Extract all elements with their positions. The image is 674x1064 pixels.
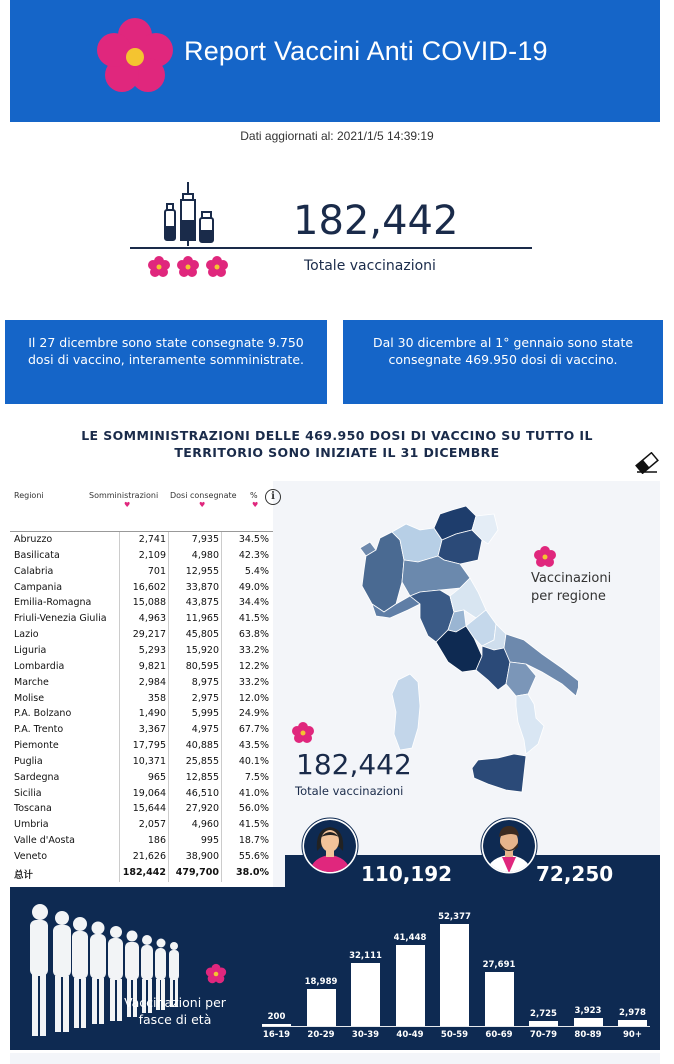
table-row[interactable] (12, 802, 272, 818)
table-row[interactable] (12, 818, 272, 834)
bar-value-label: 32,111 (349, 951, 382, 962)
section-headline: LE SOMMINISTRAZIONI DELLE 469.950 DOSI DI VACCINO SU TUTTO IL TERRITORIO SONO INIZIATE IL 31 DICEMBRE (81, 428, 593, 460)
percent-cell: 41.0% (238, 787, 269, 799)
three-flowers-icon (146, 254, 230, 280)
delivered-cell: 4,975 (191, 724, 219, 736)
bar-40-49[interactable] (396, 945, 425, 1026)
table-row[interactable] (12, 834, 272, 850)
age-chart-label: Vaccinazioni per fasce di età (124, 995, 226, 1027)
table-total-row[interactable] (12, 866, 272, 882)
flower-icon (532, 544, 558, 570)
info-box-dec30: Dal 30 dicembre al 1° gennaio sono state consegnate 469.950 dosi di vaccino. (343, 320, 663, 404)
percent-cell: 33.2% (238, 676, 269, 688)
divider (130, 247, 532, 249)
sort-marker-icon[interactable]: ♥ (199, 501, 206, 509)
administered-cell: 9,821 (138, 660, 166, 672)
region-name-cell: Umbria (14, 819, 49, 831)
administered-cell: 2,984 (138, 676, 166, 688)
map-total-value: 182,442 (296, 748, 412, 781)
percent-cell: 12.2% (238, 660, 269, 672)
administered-cell: 4,963 (138, 613, 166, 625)
category-label: 40-49 (396, 1030, 424, 1040)
delivered-cell: 479,700 (175, 866, 219, 878)
administered-cell: 358 (147, 692, 166, 704)
delivered-cell: 8,975 (191, 676, 219, 688)
administered-cell: 5,293 (138, 644, 166, 656)
female-vaccinations-value: 110,192 (361, 862, 453, 886)
delivered-cell: 995 (200, 835, 219, 847)
col-header-dosi[interactable]: Dosi consegnate (170, 491, 237, 500)
region-sardegna (392, 674, 420, 750)
administered-cell: 2,109 (138, 549, 166, 561)
bar-16-19[interactable] (262, 1024, 291, 1026)
total-vaccinations-value: 182,442 (293, 198, 459, 244)
region-name-cell: 总计 (14, 869, 34, 881)
table-row[interactable] (12, 771, 272, 787)
footer-strip (10, 1053, 660, 1064)
administered-cell: 21,626 (132, 851, 166, 862)
map-label-text: Vaccinazioni per regione (531, 571, 612, 604)
region-name-cell: Puglia (14, 755, 43, 767)
bar-80-89[interactable] (574, 1018, 603, 1026)
percent-cell: 49.0% (238, 581, 269, 593)
bar-50-59[interactable] (440, 924, 469, 1026)
region-name-cell: Marche (14, 676, 49, 688)
administered-cell: 10,371 (132, 755, 166, 767)
percent-cell: 5.4% (244, 565, 269, 577)
region-name-cell: Basilicata (14, 549, 60, 561)
map-total-label: Totale vaccinazioni (295, 784, 404, 798)
administered-cell: 2,057 (138, 819, 166, 831)
bar-value-label: 200 (267, 1012, 286, 1022)
female-avatar-icon (301, 817, 359, 875)
flower-icon (290, 720, 316, 746)
col-header-somministrazioni[interactable]: Somministrazioni (89, 491, 159, 500)
administered-cell: 15,644 (132, 803, 166, 815)
percent-cell: 40.1% (238, 755, 269, 767)
report-header (10, 0, 660, 122)
table-row[interactable] (12, 707, 272, 723)
percent-cell: 55.6% (238, 851, 269, 862)
table-row[interactable] (12, 692, 272, 708)
update-timestamp: Dati aggiornati al: 2021/1/5 14:39:19 (240, 129, 434, 143)
percent-cell: 67.7% (238, 724, 269, 736)
category-label: 30-39 (351, 1030, 380, 1040)
male-avatar-icon (480, 817, 538, 875)
region-name-cell: Toscana (14, 803, 52, 815)
bar-value-label: 2,725 (530, 1008, 557, 1019)
percent-cell: 38.0% (236, 866, 269, 878)
info-box-dec27: Il 27 dicembre sono state consegnate 9.750 dosi di vaccino, interamente somministrate. (5, 320, 327, 404)
delivered-cell: 4,960 (191, 819, 219, 831)
delivered-cell: 80,595 (185, 660, 219, 672)
delivered-cell: 45,805 (185, 629, 219, 641)
administered-cell: 2,741 (138, 534, 166, 545)
delivered-cell: 2,975 (191, 692, 219, 704)
region-sicilia (472, 754, 526, 792)
region-name-cell: Lombardia (14, 660, 65, 672)
percent-cell: 41.5% (238, 613, 269, 625)
delivered-cell: 11,965 (185, 613, 219, 625)
region-name-cell: Piemonte (14, 740, 59, 752)
chart-axis (262, 1026, 650, 1027)
table-row[interactable] (12, 723, 272, 739)
percent-cell: 7.5% (244, 771, 269, 783)
bar-value-label: 41,448 (393, 933, 427, 944)
bar-value-label: 52,377 (438, 912, 471, 922)
region-name-cell: Lazio (14, 629, 39, 641)
region-name-cell: Abruzzo (14, 534, 53, 545)
percent-cell: 42.3% (238, 549, 269, 561)
delivered-cell: 12,955 (185, 565, 219, 577)
bar-30-39[interactable] (351, 963, 380, 1026)
percent-cell: 12.0% (238, 692, 269, 704)
region-name-cell: Liguria (14, 644, 47, 656)
delivered-cell: 25,855 (185, 755, 219, 767)
region-name-cell: Molise (14, 692, 45, 704)
region-name-cell: Emilia-Romagna (14, 597, 92, 609)
table-row[interactable] (12, 596, 272, 612)
region-name-cell: Campania (14, 581, 63, 593)
administered-cell: 182,442 (122, 866, 166, 878)
percent-cell: 34.5% (238, 534, 269, 545)
delivered-cell: 12,855 (185, 771, 219, 783)
bar-60-69[interactable] (485, 972, 514, 1026)
bar-value-label: 2,978 (619, 1008, 646, 1019)
bar-90+[interactable] (618, 1020, 647, 1026)
eraser-icon[interactable] (634, 452, 660, 474)
administered-cell: 1,490 (138, 708, 166, 720)
table-row[interactable] (12, 581, 272, 597)
delivered-cell: 5,995 (191, 708, 219, 720)
percent-cell: 56.0% (238, 803, 269, 815)
region-name-cell: Sicilia (14, 787, 42, 799)
administered-cell: 3,367 (138, 724, 166, 736)
info-icon[interactable]: i (265, 489, 281, 505)
bar-value-label: 3,923 (574, 1006, 602, 1017)
delivered-cell: 40,885 (185, 740, 219, 752)
col-header-regioni[interactable]: Regioni (14, 491, 44, 500)
category-label: 90+ (623, 1030, 642, 1040)
table-row[interactable] (12, 628, 272, 644)
administered-cell: 15,088 (132, 597, 166, 609)
percent-cell: 34.4% (238, 597, 269, 609)
delivered-cell: 38,900 (185, 851, 219, 862)
region-name-cell: P.A. Bolzano (14, 708, 72, 720)
delivered-cell: 33,870 (185, 581, 219, 593)
percent-cell: 24.9% (238, 708, 269, 720)
table-row[interactable] (12, 755, 272, 771)
delivered-cell: 7,935 (191, 534, 219, 545)
male-vaccinations-value: 72,250 (536, 862, 614, 886)
flower-logo-icon (90, 12, 180, 102)
administered-cell: 965 (147, 771, 166, 783)
total-vaccinations-label: Totale vaccinazioni (304, 258, 436, 274)
administered-cell: 19,064 (132, 787, 166, 799)
region-name-cell: Sardegna (14, 771, 60, 783)
category-label: 80-89 (574, 1030, 602, 1040)
map-label (531, 570, 621, 606)
sort-marker-icon[interactable]: ♥ (124, 501, 131, 509)
administered-cell: 17,795 (132, 740, 166, 752)
table-divider (10, 531, 273, 532)
bar-70-79[interactable] (529, 1021, 558, 1026)
region-name-cell: Friuli-Venezia Giulia (14, 613, 107, 625)
delivered-cell: 43,875 (185, 597, 219, 609)
table-row[interactable] (12, 676, 272, 692)
bar-value-label: 27,691 (482, 960, 516, 971)
administered-cell: 701 (147, 565, 166, 577)
percent-cell: 63.8% (238, 629, 269, 641)
bar-20-29[interactable] (307, 989, 336, 1026)
page-title: Report Vaccini Anti COVID-19 (184, 36, 548, 66)
table-row[interactable] (12, 549, 272, 565)
region-name-cell: Calabria (14, 565, 54, 577)
category-label: 70-79 (529, 1030, 558, 1040)
administered-cell: 29,217 (132, 629, 166, 641)
delivered-cell: 15,920 (185, 644, 219, 656)
table-row[interactable] (12, 612, 272, 628)
percent-cell: 43.5% (238, 740, 269, 752)
delivered-cell: 27,920 (185, 803, 219, 815)
category-label: 20-29 (307, 1030, 335, 1040)
table-row[interactable] (12, 739, 272, 755)
flower-icon (204, 962, 228, 986)
category-label: 50-59 (440, 1030, 469, 1040)
region-name-cell: P.A. Trento (14, 724, 64, 736)
category-label: 60-69 (485, 1030, 513, 1040)
region-campania (476, 646, 510, 690)
region-calabria (516, 694, 544, 754)
region-name-cell: Valle d'Aosta (14, 835, 76, 847)
sort-marker-icon[interactable]: ♥ (252, 501, 259, 509)
table-row[interactable] (12, 850, 272, 866)
col-header-percent[interactable]: % (250, 491, 258, 500)
administered-cell: 186 (147, 835, 166, 847)
table-row[interactable] (12, 533, 272, 549)
table-row[interactable] (12, 565, 272, 581)
percent-cell: 41.5% (238, 819, 269, 831)
table-row[interactable] (12, 660, 272, 676)
percent-cell: 18.7% (238, 835, 269, 847)
region-name-cell: Veneto (14, 851, 48, 862)
delivered-cell: 4,980 (191, 549, 219, 561)
percent-cell: 33.2% (238, 644, 269, 656)
category-label: 16-19 (262, 1030, 291, 1040)
table-row[interactable] (12, 644, 272, 660)
table-row[interactable] (12, 787, 272, 803)
delivered-cell: 46,510 (185, 787, 219, 799)
bar-value-label: 18,989 (304, 977, 338, 988)
vaccine-vials-icon (162, 182, 218, 246)
administered-cell: 16,602 (132, 581, 166, 593)
